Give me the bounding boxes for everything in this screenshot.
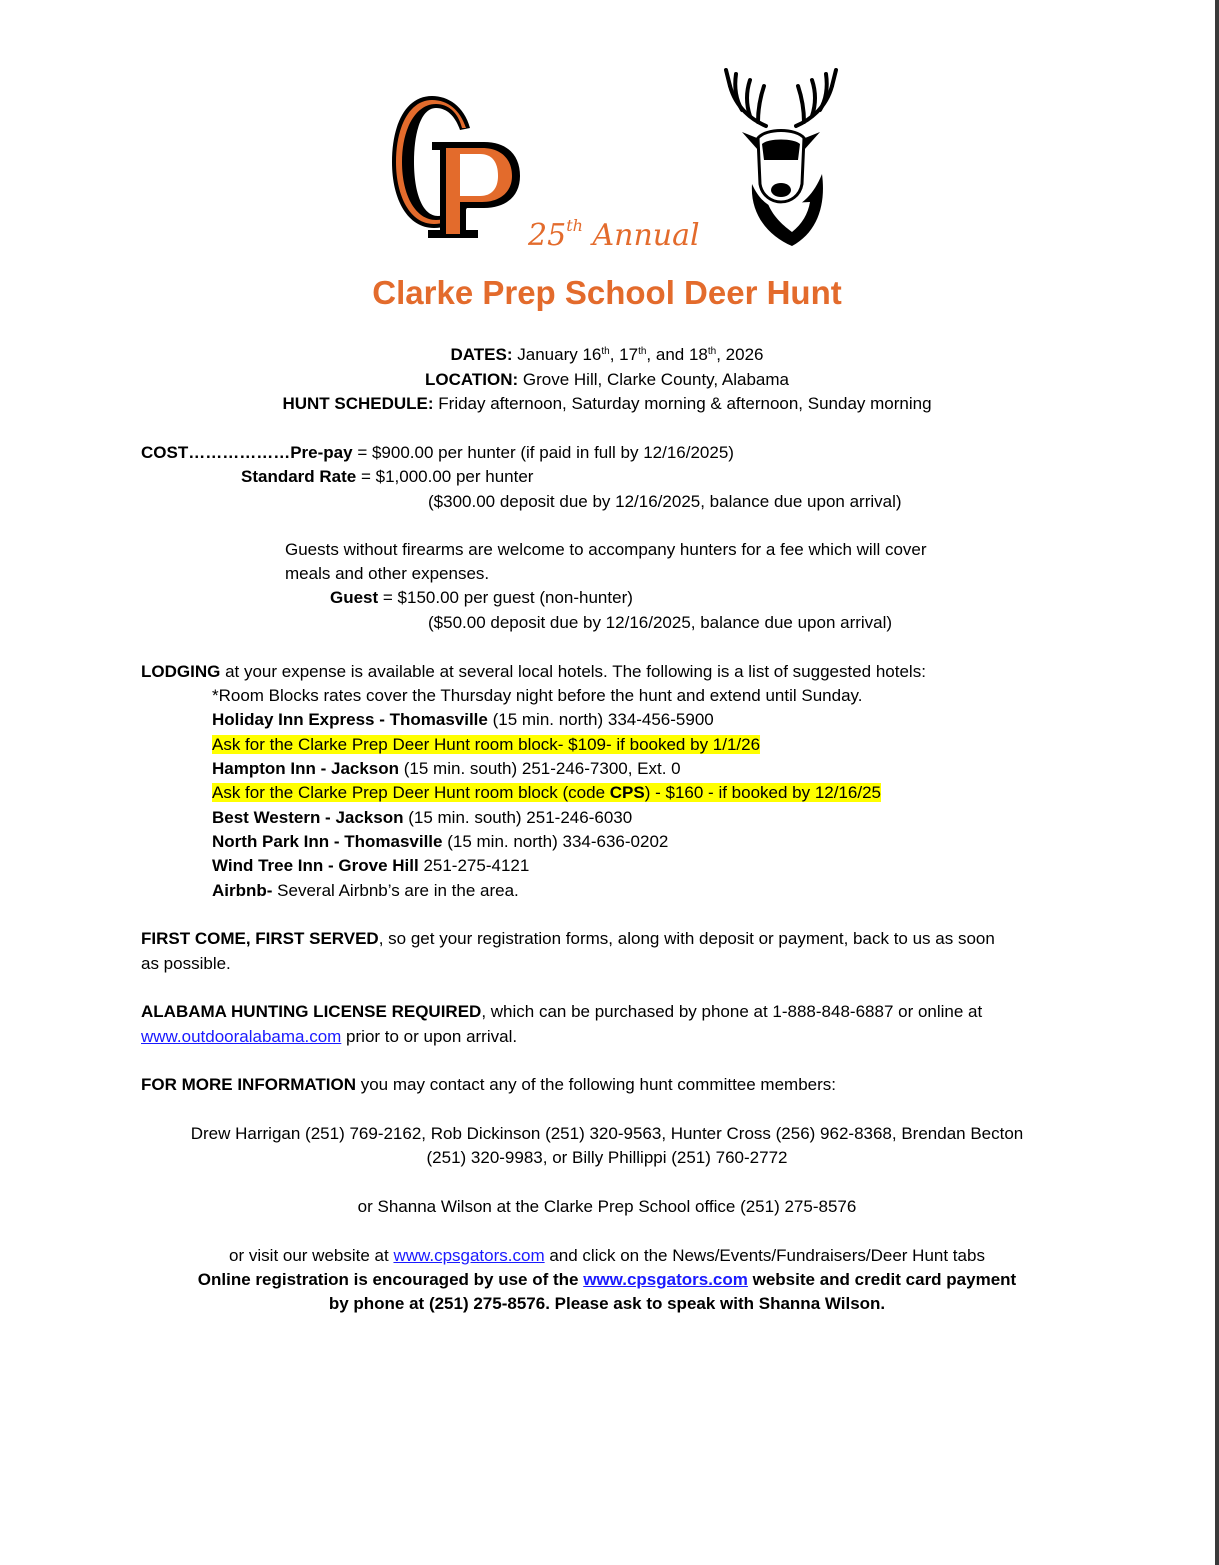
first-come-line1: FIRST COME, FIRST SERVED, so get your registration forms, along with deposit or payment, back to us as soon — [141, 929, 995, 948]
website-line: or visit our website at www.cpsgators.com and click on the News/Events/Fundraisers/Deer Hunt tabs — [229, 1246, 985, 1265]
online-registration-line1: Online registration is encouraged by use of the www.cpsgators.com website and credit card payment — [197, 1270, 1017, 1289]
hotel-best-western: Best Western - Jackson (15 min. south) 251-246-6030 — [212, 808, 633, 827]
schedule-line: HUNT SCHEDULE: Friday afternoon, Saturday morning & afternoon, Sunday morning — [282, 394, 932, 413]
license-line1: ALABAMA HUNTING LICENSE REQUIRED, which can be purchased by phone at 1-888-848-6887 or online at — [141, 1002, 983, 1021]
page-title: Clarke Prep School Deer Hunt — [372, 274, 842, 311]
location-line: LOCATION: Grove Hill, Clarke County, Alabama — [424, 370, 790, 389]
hotel-hampton-inn-block: Ask for the Clarke Prep Deer Hunt room block (code CPS) - $160 - if booked by 12/16/25 — [212, 783, 882, 802]
annual-suffix: th — [566, 216, 583, 235]
hotel-wind-tree-inn: Wind Tree Inn - Grove Hill 251-275-4121 — [212, 856, 530, 875]
hotel-holiday-inn: Holiday Inn Express - Thomasville (15 min. north) 334-456-5900 — [212, 710, 714, 729]
deer-head-logo — [722, 64, 840, 250]
guest-fee-note: ($50.00 deposit due by 12/16/2025, balance due upon arrival) — [428, 613, 893, 632]
hotel-airbnb: Airbnb- Several Airbnb’s are in the area. — [212, 881, 519, 900]
cost-standard-line: Standard Rate = $1,000.00 per hunter — [241, 467, 534, 486]
cp-school-logo — [388, 88, 523, 243]
cpsgators-link[interactable]: www.cpsgators.com — [393, 1246, 545, 1265]
more-info-line: FOR MORE INFORMATION you may contact any of the following hunt committee members: — [141, 1075, 837, 1094]
cost-standard-note: ($300.00 deposit due by 12/16/2025, balance due upon arrival) — [428, 492, 902, 511]
hotel-hampton-inn: Hampton Inn - Jackson (15 min. south) 251-246-7300, Ext. 0 — [212, 759, 681, 778]
first-come-line2: as possible. — [141, 954, 231, 973]
hotel-holiday-inn-block: Ask for the Clarke Prep Deer Hunt room block- $109- if booked by 1/1/26 — [212, 735, 761, 754]
outdooralabama-link[interactable]: www.outdooralabama.com — [141, 1027, 342, 1046]
page-edge — [1215, 0, 1219, 1565]
online-registration-line2: by phone at (251) 275-8576. Please ask to speak with Shanna Wilson. — [328, 1294, 886, 1313]
committee-members-line1: Drew Harrigan (251) 769-2162, Rob Dickinson (251) 320-9563, Hunter Cross (256) 962-8368, Brendan Becton — [190, 1124, 1024, 1143]
dates-line: DATES: January 16th, 17th, and 18th, 2026 — [450, 345, 764, 364]
office-contact: or Shanna Wilson at the Clarke Prep School office (251) 275-8576 — [357, 1197, 857, 1216]
annual-label — [528, 218, 700, 254]
committee-members-line2: (251) 320-9983, or Billy Phillippi (251) 760-2772 — [426, 1148, 788, 1167]
cost-prepay-line: COST………………Pre-pay = $900.00 per hunter (if paid in full by 12/16/2025) — [141, 443, 734, 462]
cpsgators-link-bold[interactable]: www.cpsgators.com — [583, 1270, 748, 1289]
room-blocks-note: *Room Blocks rates cover the Thursday night before the hunt and extend until Sunday. — [212, 686, 863, 705]
guest-fee-line: Guest = $150.00 per guest (non-hunter) — [330, 588, 633, 607]
lodging-intro: LODGING at your expense is available at several local hotels. The following is a list of suggested hotels: — [141, 662, 926, 681]
guests-line2: meals and other expenses. — [285, 564, 490, 583]
hotel-north-park-inn: North Park Inn - Thomasville (15 min. north) 334-636-0202 — [212, 832, 669, 851]
license-line2: www.outdooralabama.com prior to or upon arrival. — [141, 1027, 518, 1046]
guests-line1: Guests without firearms are welcome to accompany hunters for a fee which will cover — [285, 540, 927, 559]
annual-number: 25 — [528, 218, 567, 253]
annual-word: Annual — [592, 218, 700, 253]
